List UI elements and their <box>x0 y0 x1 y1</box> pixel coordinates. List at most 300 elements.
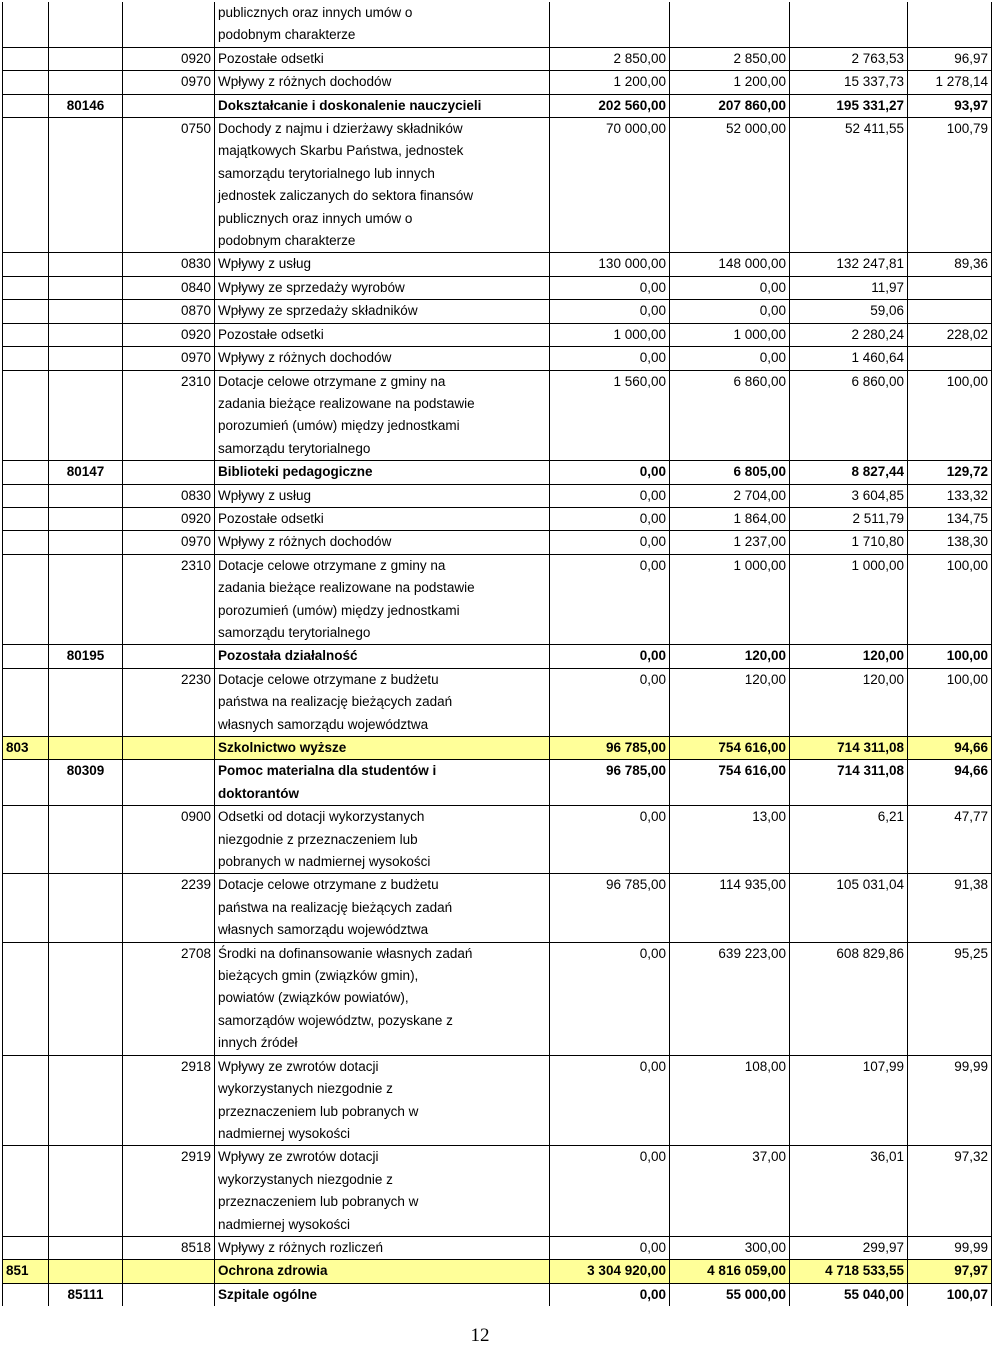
rozdzial-cell <box>49 2 123 47</box>
plan-cell: 0,00 <box>550 554 670 645</box>
description-line: powiatów (związków powiatów), <box>218 990 409 1006</box>
table-row <box>3 874 992 942</box>
percent-cell: 100,07 <box>908 1283 992 1306</box>
execution-cell: 120,00 <box>790 645 908 668</box>
description-cell <box>215 253 550 276</box>
percent-cell: 100,00 <box>908 645 992 668</box>
execution-cell: 2 763,53 <box>790 47 908 70</box>
percent-cell: 93,97 <box>908 94 992 117</box>
table-row <box>3 531 992 554</box>
table-row <box>3 276 992 299</box>
percent-cell <box>908 347 992 370</box>
rozdzial-cell <box>49 1260 123 1283</box>
description-line: Środki na dofinansowanie własnych zadań <box>218 945 473 961</box>
dzial-cell <box>3 461 49 484</box>
table-row <box>3 554 992 645</box>
description-cell <box>215 347 550 370</box>
description-cell <box>215 118 550 253</box>
description-line: jednostek zaliczanych do sektora finansów <box>218 188 474 204</box>
plan-cell: 0,00 <box>550 806 670 874</box>
execution-cell: 714 311,08 <box>790 760 908 806</box>
dzial-cell <box>3 94 49 117</box>
table-row <box>3 806 992 874</box>
page-number: 12 <box>470 1325 490 1346</box>
plan-after-changes-cell: 300,00 <box>670 1236 790 1259</box>
description-line: porozumień (umów) między jednostkami <box>218 418 460 434</box>
percent-cell: 100,79 <box>908 118 992 253</box>
execution-cell: 1 710,80 <box>790 531 908 554</box>
execution-cell: 15 337,73 <box>790 71 908 94</box>
rozdzial-cell <box>49 806 123 874</box>
description-line: Wpływy z różnych dochodów <box>218 74 392 90</box>
paragraf-cell <box>123 737 215 760</box>
paragraf-cell: 0830 <box>123 484 215 507</box>
plan-cell: 96 785,00 <box>550 760 670 806</box>
description-cell <box>215 1283 550 1306</box>
execution-cell: 132 247,81 <box>790 253 908 276</box>
plan-cell: 1 200,00 <box>550 71 670 94</box>
plan-after-changes-cell: 1 000,00 <box>670 323 790 346</box>
execution-cell: 3 604,85 <box>790 484 908 507</box>
plan-after-changes-cell: 52 000,00 <box>670 118 790 253</box>
description-line: przeznaczeniem lub pobranych w <box>218 1194 419 1210</box>
plan-after-changes-cell: 1 200,00 <box>670 71 790 94</box>
paragraf-cell: 8518 <box>123 1236 215 1259</box>
execution-cell <box>790 2 908 47</box>
plan-cell: 96 785,00 <box>550 737 670 760</box>
table-row <box>3 1260 992 1283</box>
description-cell <box>215 1146 550 1237</box>
rozdzial-cell <box>49 253 123 276</box>
description-line: majątkowych Skarbu Państwa, jednostek <box>218 143 464 159</box>
plan-cell: 0,00 <box>550 300 670 323</box>
description-line: Dochody z najmu i dzierżawy składników <box>218 121 463 137</box>
description-line: podobnym charakterze <box>218 27 356 43</box>
description-line: Dotacje celowe otrzymane z budżetu <box>218 877 439 893</box>
dzial-cell: 803 <box>3 737 49 760</box>
execution-cell: 1 000,00 <box>790 554 908 645</box>
rozdzial-cell <box>49 874 123 942</box>
description-line: pobranych w nadmiernej wysokości <box>218 854 431 870</box>
table-row <box>3 347 992 370</box>
description-line: Wpływy z różnych dochodów <box>218 534 392 550</box>
description-line: doktorantów <box>218 785 299 801</box>
execution-cell: 55 040,00 <box>790 1283 908 1306</box>
percent-cell <box>908 276 992 299</box>
dzial-cell <box>3 300 49 323</box>
description-line: państwa na realizację bieżących zadań <box>218 694 453 710</box>
description-line: niezgodnie z przeznaczeniem lub <box>218 831 418 847</box>
dzial-cell <box>3 118 49 253</box>
table-row <box>3 507 992 530</box>
rozdzial-cell <box>49 1146 123 1237</box>
table-row <box>3 94 992 117</box>
dzial-cell <box>3 2 49 47</box>
rozdzial-cell: 80309 <box>49 760 123 806</box>
percent-cell: 228,02 <box>908 323 992 346</box>
description-line: własnych samorządu województwa <box>218 922 429 938</box>
description-cell <box>215 1055 550 1146</box>
description-line: wykorzystanych niezgodnie z <box>218 1171 393 1187</box>
dzial-cell <box>3 645 49 668</box>
description-line: własnych samorządu województwa <box>218 716 429 732</box>
paragraf-cell: 2708 <box>123 942 215 1055</box>
percent-cell: 100,00 <box>908 554 992 645</box>
plan-after-changes-cell: 148 000,00 <box>670 253 790 276</box>
rozdzial-cell <box>49 276 123 299</box>
rozdzial-cell <box>49 71 123 94</box>
description-cell <box>215 554 550 645</box>
plan-cell: 0,00 <box>550 1055 670 1146</box>
plan-cell: 0,00 <box>550 531 670 554</box>
paragraf-cell <box>123 1260 215 1283</box>
execution-cell: 6 860,00 <box>790 370 908 461</box>
paragraf-cell: 0840 <box>123 276 215 299</box>
plan-after-changes-cell: 1 237,00 <box>670 531 790 554</box>
description-line: Biblioteki pedagogiczne <box>218 464 373 480</box>
paragraf-cell <box>123 760 215 806</box>
description-line: Wpływy z różnych rozliczeń <box>218 1239 384 1255</box>
percent-cell: 138,30 <box>908 531 992 554</box>
dzial-cell <box>3 347 49 370</box>
execution-cell: 59,06 <box>790 300 908 323</box>
plan-after-changes-cell: 6 860,00 <box>670 370 790 461</box>
paragraf-cell: 2919 <box>123 1146 215 1237</box>
percent-cell: 96,97 <box>908 47 992 70</box>
description-line: Szpitale ogólne <box>218 1286 318 1302</box>
table-row <box>3 1146 992 1237</box>
execution-cell: 2 511,79 <box>790 507 908 530</box>
paragraf-cell: 0920 <box>123 507 215 530</box>
dzial-cell <box>3 1283 49 1306</box>
plan-cell: 3 304 920,00 <box>550 1260 670 1283</box>
plan-after-changes-cell: 37,00 <box>670 1146 790 1237</box>
paragraf-cell: 0920 <box>123 323 215 346</box>
table-row <box>3 461 992 484</box>
plan-after-changes-cell: 2 850,00 <box>670 47 790 70</box>
plan-cell: 0,00 <box>550 461 670 484</box>
percent-cell: 97,97 <box>908 1260 992 1283</box>
paragraf-cell: 0750 <box>123 118 215 253</box>
description-line: Dotacje celowe otrzymane z gminy na <box>218 373 446 389</box>
plan-after-changes-cell: 2 704,00 <box>670 484 790 507</box>
execution-cell: 52 411,55 <box>790 118 908 253</box>
description-cell <box>215 806 550 874</box>
plan-cell: 0,00 <box>550 645 670 668</box>
plan-cell: 0,00 <box>550 484 670 507</box>
budget-table <box>2 2 992 1306</box>
percent-cell: 100,00 <box>908 370 992 461</box>
description-cell <box>215 461 550 484</box>
plan-cell: 0,00 <box>550 1283 670 1306</box>
percent-cell: 95,25 <box>908 942 992 1055</box>
paragraf-cell: 0970 <box>123 531 215 554</box>
percent-cell: 100,00 <box>908 668 992 736</box>
dzial-cell <box>3 71 49 94</box>
plan-after-changes-cell: 120,00 <box>670 645 790 668</box>
plan-cell: 2 850,00 <box>550 47 670 70</box>
description-cell <box>215 1236 550 1259</box>
paragraf-cell: 2239 <box>123 874 215 942</box>
description-line: Pozostałe odsetki <box>218 510 324 526</box>
rozdzial-cell <box>49 1055 123 1146</box>
description-line: Pozostała działalność <box>218 648 358 664</box>
plan-cell: 0,00 <box>550 1236 670 1259</box>
description-cell <box>215 71 550 94</box>
plan-after-changes-cell: 754 616,00 <box>670 760 790 806</box>
rozdzial-cell <box>49 554 123 645</box>
plan-after-changes-cell: 4 816 059,00 <box>670 1260 790 1283</box>
plan-after-changes-cell: 639 223,00 <box>670 942 790 1055</box>
rozdzial-cell <box>49 300 123 323</box>
percent-cell <box>908 2 992 47</box>
execution-cell: 8 827,44 <box>790 461 908 484</box>
description-line: publicznych oraz innych umów o <box>218 210 413 226</box>
description-line: Wpływy ze sprzedaży wyrobów <box>218 279 405 295</box>
table-row <box>3 370 992 461</box>
rozdzial-cell <box>49 737 123 760</box>
paragraf-cell: 2310 <box>123 370 215 461</box>
paragraf-cell <box>123 645 215 668</box>
description-line: nadmiernej wysokości <box>218 1125 351 1141</box>
paragraf-cell <box>123 461 215 484</box>
plan-cell: 202 560,00 <box>550 94 670 117</box>
description-line: państwa na realizację bieżących zadań <box>218 899 453 915</box>
table-row <box>3 253 992 276</box>
plan-after-changes-cell: 0,00 <box>670 300 790 323</box>
dzial-cell <box>3 554 49 645</box>
dzial-cell <box>3 253 49 276</box>
plan-after-changes-cell: 55 000,00 <box>670 1283 790 1306</box>
dzial-cell <box>3 942 49 1055</box>
table-row <box>3 668 992 736</box>
execution-cell: 714 311,08 <box>790 737 908 760</box>
execution-cell: 6,21 <box>790 806 908 874</box>
description-line: publicznych oraz innych umów o <box>218 5 413 20</box>
percent-cell: 129,72 <box>908 461 992 484</box>
description-cell <box>215 47 550 70</box>
execution-cell: 36,01 <box>790 1146 908 1237</box>
rozdzial-cell: 80146 <box>49 94 123 117</box>
percent-cell: 134,75 <box>908 507 992 530</box>
dzial-cell <box>3 874 49 942</box>
table-row <box>3 300 992 323</box>
description-line: Wpływy z usług <box>218 256 312 272</box>
plan-cell: 0,00 <box>550 507 670 530</box>
table-row <box>3 2 992 47</box>
percent-cell: 94,66 <box>908 760 992 806</box>
plan-after-changes-cell: 13,00 <box>670 806 790 874</box>
description-cell <box>215 737 550 760</box>
paragraf-cell: 2230 <box>123 668 215 736</box>
description-cell <box>215 323 550 346</box>
dzial-cell <box>3 323 49 346</box>
description-line: Dokształcanie i doskonalenie nauczycieli <box>218 97 482 113</box>
dzial-cell <box>3 760 49 806</box>
description-cell <box>215 94 550 117</box>
description-line: Wpływy ze sprzedaży składników <box>218 303 418 319</box>
rozdzial-cell: 80195 <box>49 645 123 668</box>
description-cell <box>215 668 550 736</box>
table-row <box>3 323 992 346</box>
plan-after-changes-cell: 108,00 <box>670 1055 790 1146</box>
description-line: Pomoc materialna dla studentów i <box>218 763 437 779</box>
percent-cell: 89,36 <box>908 253 992 276</box>
description-line: Wpływy ze zwrotów dotacji <box>218 1058 379 1074</box>
description-cell <box>215 300 550 323</box>
description-line: nadmiernej wysokości <box>218 1216 351 1232</box>
plan-after-changes-cell: 754 616,00 <box>670 737 790 760</box>
table-body <box>3 2 992 1306</box>
description-line: Wpływy ze zwrotów dotacji <box>218 1149 379 1165</box>
rozdzial-cell <box>49 484 123 507</box>
description-line: zadania bieżące realizowane na podstawie <box>218 395 475 411</box>
description-cell <box>215 874 550 942</box>
table-row <box>3 942 992 1055</box>
rozdzial-cell <box>49 668 123 736</box>
description-line: samorządu terytorialnego lub innych <box>218 165 435 181</box>
plan-after-changes-cell: 114 935,00 <box>670 874 790 942</box>
plan-cell: 96 785,00 <box>550 874 670 942</box>
plan-cell: 0,00 <box>550 1146 670 1237</box>
rozdzial-cell <box>49 507 123 530</box>
description-cell <box>215 370 550 461</box>
paragraf-cell: 0870 <box>123 300 215 323</box>
plan-after-changes-cell: 0,00 <box>670 276 790 299</box>
dzial-cell <box>3 507 49 530</box>
description-line: Pozostałe odsetki <box>218 326 324 342</box>
description-line: Dotacje celowe otrzymane z gminy na <box>218 557 446 573</box>
execution-cell: 11,97 <box>790 276 908 299</box>
plan-cell: 70 000,00 <box>550 118 670 253</box>
description-cell <box>215 507 550 530</box>
paragraf-cell: 2918 <box>123 1055 215 1146</box>
description-line: Ochrona zdrowia <box>218 1263 328 1279</box>
description-line: samorządu terytorialnego <box>218 624 371 640</box>
plan-after-changes-cell <box>670 2 790 47</box>
plan-cell: 130 000,00 <box>550 253 670 276</box>
execution-cell: 1 460,64 <box>790 347 908 370</box>
description-cell <box>215 760 550 806</box>
description-line: samorządu terytorialnego <box>218 440 371 456</box>
paragraf-cell <box>123 1283 215 1306</box>
rozdzial-cell <box>49 531 123 554</box>
percent-cell: 47,77 <box>908 806 992 874</box>
dzial-cell <box>3 668 49 736</box>
paragraf-cell: 2310 <box>123 554 215 645</box>
table-row <box>3 71 992 94</box>
description-line: wykorzystanych niezgodnie z <box>218 1081 393 1097</box>
description-line: Szkolnictwo wyższe <box>218 740 347 755</box>
dzial-cell <box>3 1146 49 1237</box>
paragraf-cell: 0900 <box>123 806 215 874</box>
rozdzial-cell <box>49 47 123 70</box>
plan-after-changes-cell: 1 864,00 <box>670 507 790 530</box>
percent-cell: 94,66 <box>908 737 992 760</box>
description-line: Wpływy z usług <box>218 487 312 503</box>
rozdzial-cell <box>49 370 123 461</box>
execution-cell: 120,00 <box>790 668 908 736</box>
table-row <box>3 47 992 70</box>
rozdzial-cell <box>49 942 123 1055</box>
plan-cell: 0,00 <box>550 668 670 736</box>
execution-cell: 2 280,24 <box>790 323 908 346</box>
description-line: podobnym charakterze <box>218 233 356 249</box>
dzial-cell <box>3 484 49 507</box>
plan-after-changes-cell: 0,00 <box>670 347 790 370</box>
plan-cell: 0,00 <box>550 276 670 299</box>
table-row <box>3 737 992 760</box>
description-line: przeznaczeniem lub pobranych w <box>218 1103 419 1119</box>
paragraf-cell: 0920 <box>123 47 215 70</box>
description-line: Odsetki od dotacji wykorzystanych <box>218 809 425 825</box>
description-cell <box>215 276 550 299</box>
rozdzial-cell <box>49 323 123 346</box>
description-line: bieżących gmin (związków gmin), <box>218 968 419 984</box>
description-line: zadania bieżące realizowane na podstawie <box>218 580 475 596</box>
percent-cell: 133,32 <box>908 484 992 507</box>
plan-cell: 1 000,00 <box>550 323 670 346</box>
description-cell <box>215 1260 550 1283</box>
percent-cell: 99,99 <box>908 1055 992 1146</box>
execution-cell: 195 331,27 <box>790 94 908 117</box>
table-row <box>3 118 992 253</box>
description-line: Pozostałe odsetki <box>218 50 324 66</box>
plan-cell: 0,00 <box>550 942 670 1055</box>
description-cell <box>215 2 550 47</box>
paragraf-cell: 0970 <box>123 347 215 370</box>
percent-cell: 1 278,14 <box>908 71 992 94</box>
plan-cell: 1 560,00 <box>550 370 670 461</box>
execution-cell: 107,99 <box>790 1055 908 1146</box>
execution-cell: 105 031,04 <box>790 874 908 942</box>
plan-after-changes-cell: 6 805,00 <box>670 461 790 484</box>
paragraf-cell <box>123 2 215 47</box>
description-cell <box>215 484 550 507</box>
description-line: Dotacje celowe otrzymane z budżetu <box>218 671 439 687</box>
rozdzial-cell <box>49 1236 123 1259</box>
description-cell <box>215 645 550 668</box>
dzial-cell <box>3 806 49 874</box>
rozdzial-cell <box>49 347 123 370</box>
dzial-cell <box>3 1055 49 1146</box>
table-row <box>3 484 992 507</box>
execution-cell: 608 829,86 <box>790 942 908 1055</box>
paragraf-cell: 0970 <box>123 71 215 94</box>
table-row <box>3 1055 992 1146</box>
description-line: samorządów województw, pozyskane z <box>218 1012 453 1028</box>
dzial-cell <box>3 531 49 554</box>
execution-cell: 4 718 533,55 <box>790 1260 908 1283</box>
dzial-cell <box>3 370 49 461</box>
dzial-cell <box>3 276 49 299</box>
percent-cell <box>908 300 992 323</box>
table-row <box>3 760 992 806</box>
description-cell <box>215 942 550 1055</box>
plan-after-changes-cell: 120,00 <box>670 668 790 736</box>
dzial-cell: 851 <box>3 1260 49 1283</box>
plan-after-changes-cell: 1 000,00 <box>670 554 790 645</box>
description-line: innych źródeł <box>218 1035 298 1051</box>
description-cell <box>215 531 550 554</box>
dzial-cell <box>3 1236 49 1259</box>
rozdzial-cell: 85111 <box>49 1283 123 1306</box>
plan-cell <box>550 2 670 47</box>
plan-cell: 0,00 <box>550 347 670 370</box>
table-row <box>3 1283 992 1306</box>
percent-cell: 97,32 <box>908 1146 992 1237</box>
dzial-cell <box>3 47 49 70</box>
